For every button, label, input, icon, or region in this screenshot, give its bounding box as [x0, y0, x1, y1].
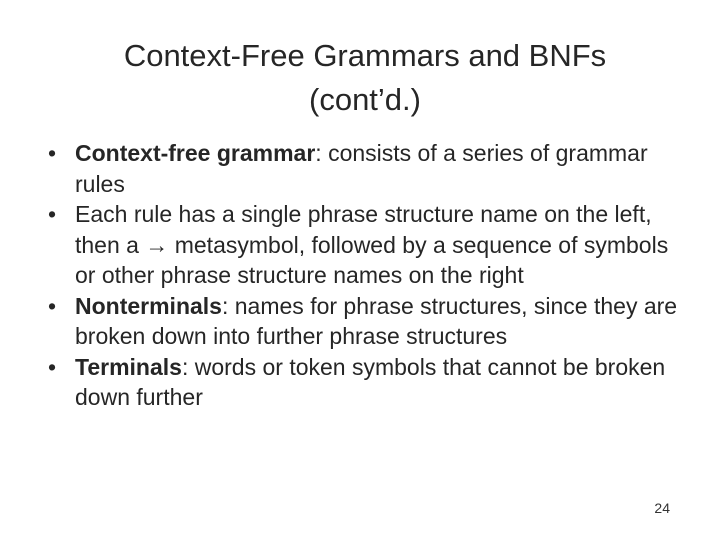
bullet-term: Terminals	[75, 353, 182, 380]
bullet-list	[48, 138, 688, 413]
bullet-text: : consists of a series of grammar rules	[75, 140, 648, 197]
bullet-context-free-grammar	[48, 138, 688, 199]
bullet-text: Each rule has a single phrase structure name on the left, then a	[75, 201, 652, 258]
slide-title-line-2: (cont’d.)	[309, 82, 421, 117]
right-arrow-icon: →	[145, 231, 169, 258]
bullet-text: metasymbol, followed by a sequence of symbols or other phrase structure names on the right	[75, 231, 669, 288]
slide-title	[40, 34, 690, 122]
slide-title-line-1: Context-Free Grammars and BNFs	[123, 38, 607, 73]
bullet-dot-icon: •	[48, 292, 57, 319]
bullet-term: Context-free grammar	[75, 140, 316, 166]
bullet-terminals	[48, 352, 688, 413]
page-number: 24	[654, 500, 670, 516]
bullet-text: : names for phrase structures, since they are broken down into further phrase structures	[75, 292, 678, 349]
bullet-nonterminals	[48, 291, 688, 352]
bullet-dot-icon: •	[48, 140, 57, 166]
bullet-dot-icon: •	[48, 201, 57, 227]
bullet-text: : words or token symbols that cannot be broken down further	[75, 353, 666, 410]
bullet-term: Nonterminals	[75, 292, 222, 319]
bullet-each-rule	[48, 199, 688, 291]
bullet-dot-icon: •	[48, 353, 57, 380]
